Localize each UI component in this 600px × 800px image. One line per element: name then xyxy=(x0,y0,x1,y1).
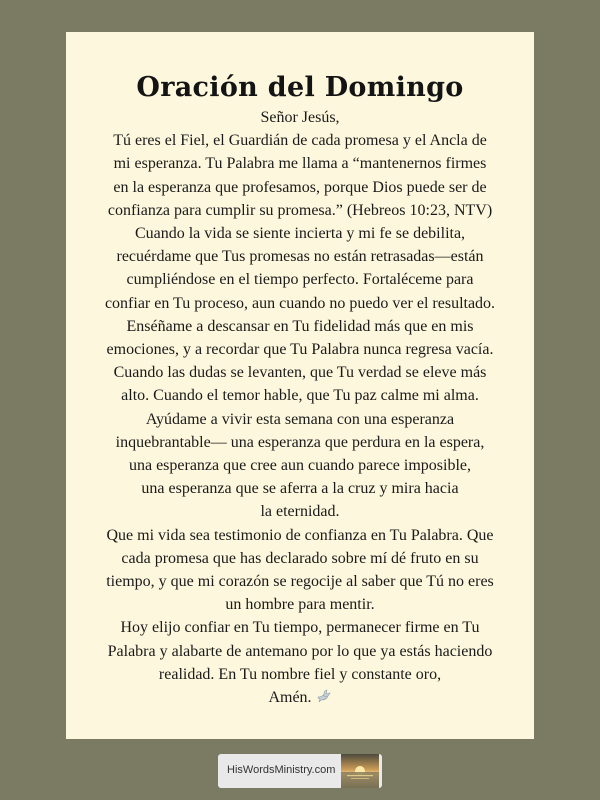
prayer-line: Tú eres el Fiel, el Guardián de cada promesa y el Ancla de xyxy=(113,132,487,150)
prayer-line: tiempo, y que mi corazón se regocije al saber que Tú no eres xyxy=(106,573,494,591)
dove-icon xyxy=(316,688,332,711)
footer-badge[interactable] xyxy=(218,754,382,788)
prayer-line: Enséñame a descansar en Tu fidelidad más que en mis xyxy=(126,317,474,335)
prayer-line: emociones, y a recordar que Tu Palabra nunca regresa vacía. xyxy=(106,341,494,359)
prayer-card xyxy=(66,32,534,739)
page-title: Oración del Domingo xyxy=(136,72,464,103)
prayer-line: alto. Cuando el temor hable, que Tu paz calme mi alma. xyxy=(121,387,479,405)
closing-text: Amén. xyxy=(268,689,312,707)
prayer-line: confiar en Tu proceso, aun cuando no puedo ver el resultado. xyxy=(104,294,496,312)
closing-line xyxy=(76,686,524,711)
prayer-line: Que mi vida sea testimonio de confianza en Tu Palabra. Que xyxy=(106,526,494,544)
prayer-line: una esperanza que cree aun cuando parece imposible, xyxy=(128,457,472,475)
prayer-line: Cuando la vida se siente incierta y mi fe se debilita, xyxy=(134,225,466,243)
prayer-line: mi esperanza. Tu Palabra me llama a “mantenernos firmes xyxy=(113,155,487,173)
prayer-text xyxy=(76,106,524,711)
prayer-line: inquebrantable— una esperanza que perdura en la espera, xyxy=(115,433,485,451)
prayer-line: cumpliéndose en el tiempo perfecto. Fortaléceme para xyxy=(126,271,474,289)
site-link[interactable]: HisWordsMinistry.com xyxy=(227,764,336,776)
prayer-line: Ayúdame a vivir esta semana con una esperanza xyxy=(145,410,455,428)
prayer-line: un hombre para mentir. xyxy=(225,596,375,614)
sunset-logo-icon xyxy=(341,754,379,788)
prayer-line: en la esperanza que profesamos, porque Dios puede ser de xyxy=(113,178,487,196)
prayer-line: Palabra y alabarte de antemano por lo que ya estás haciendo xyxy=(107,642,493,660)
prayer-line: Señor Jesús, xyxy=(260,109,340,126)
prayer-line: una esperanza que se aferra a la cruz y mira hacia xyxy=(141,480,459,498)
prayer-line: confianza para cumplir su promesa.” (Hebreos 10:23, NTV) xyxy=(107,201,493,219)
prayer-line: Hoy elijo confiar en Tu tiempo, permanecer firme en Tu xyxy=(120,619,480,637)
prayer-line: cada promesa que has declarado sobre mí dé fruto en su xyxy=(121,549,479,567)
prayer-line: realidad. En Tu nombre fiel y constante oro, xyxy=(158,665,442,683)
prayer-line: recuérdame que Tus promesas no están retrasadas—están xyxy=(116,248,484,266)
prayer-line: la eternidad. xyxy=(260,503,340,521)
prayer-line: Cuando las dudas se levanten, que Tu verdad se eleve más xyxy=(113,364,487,382)
